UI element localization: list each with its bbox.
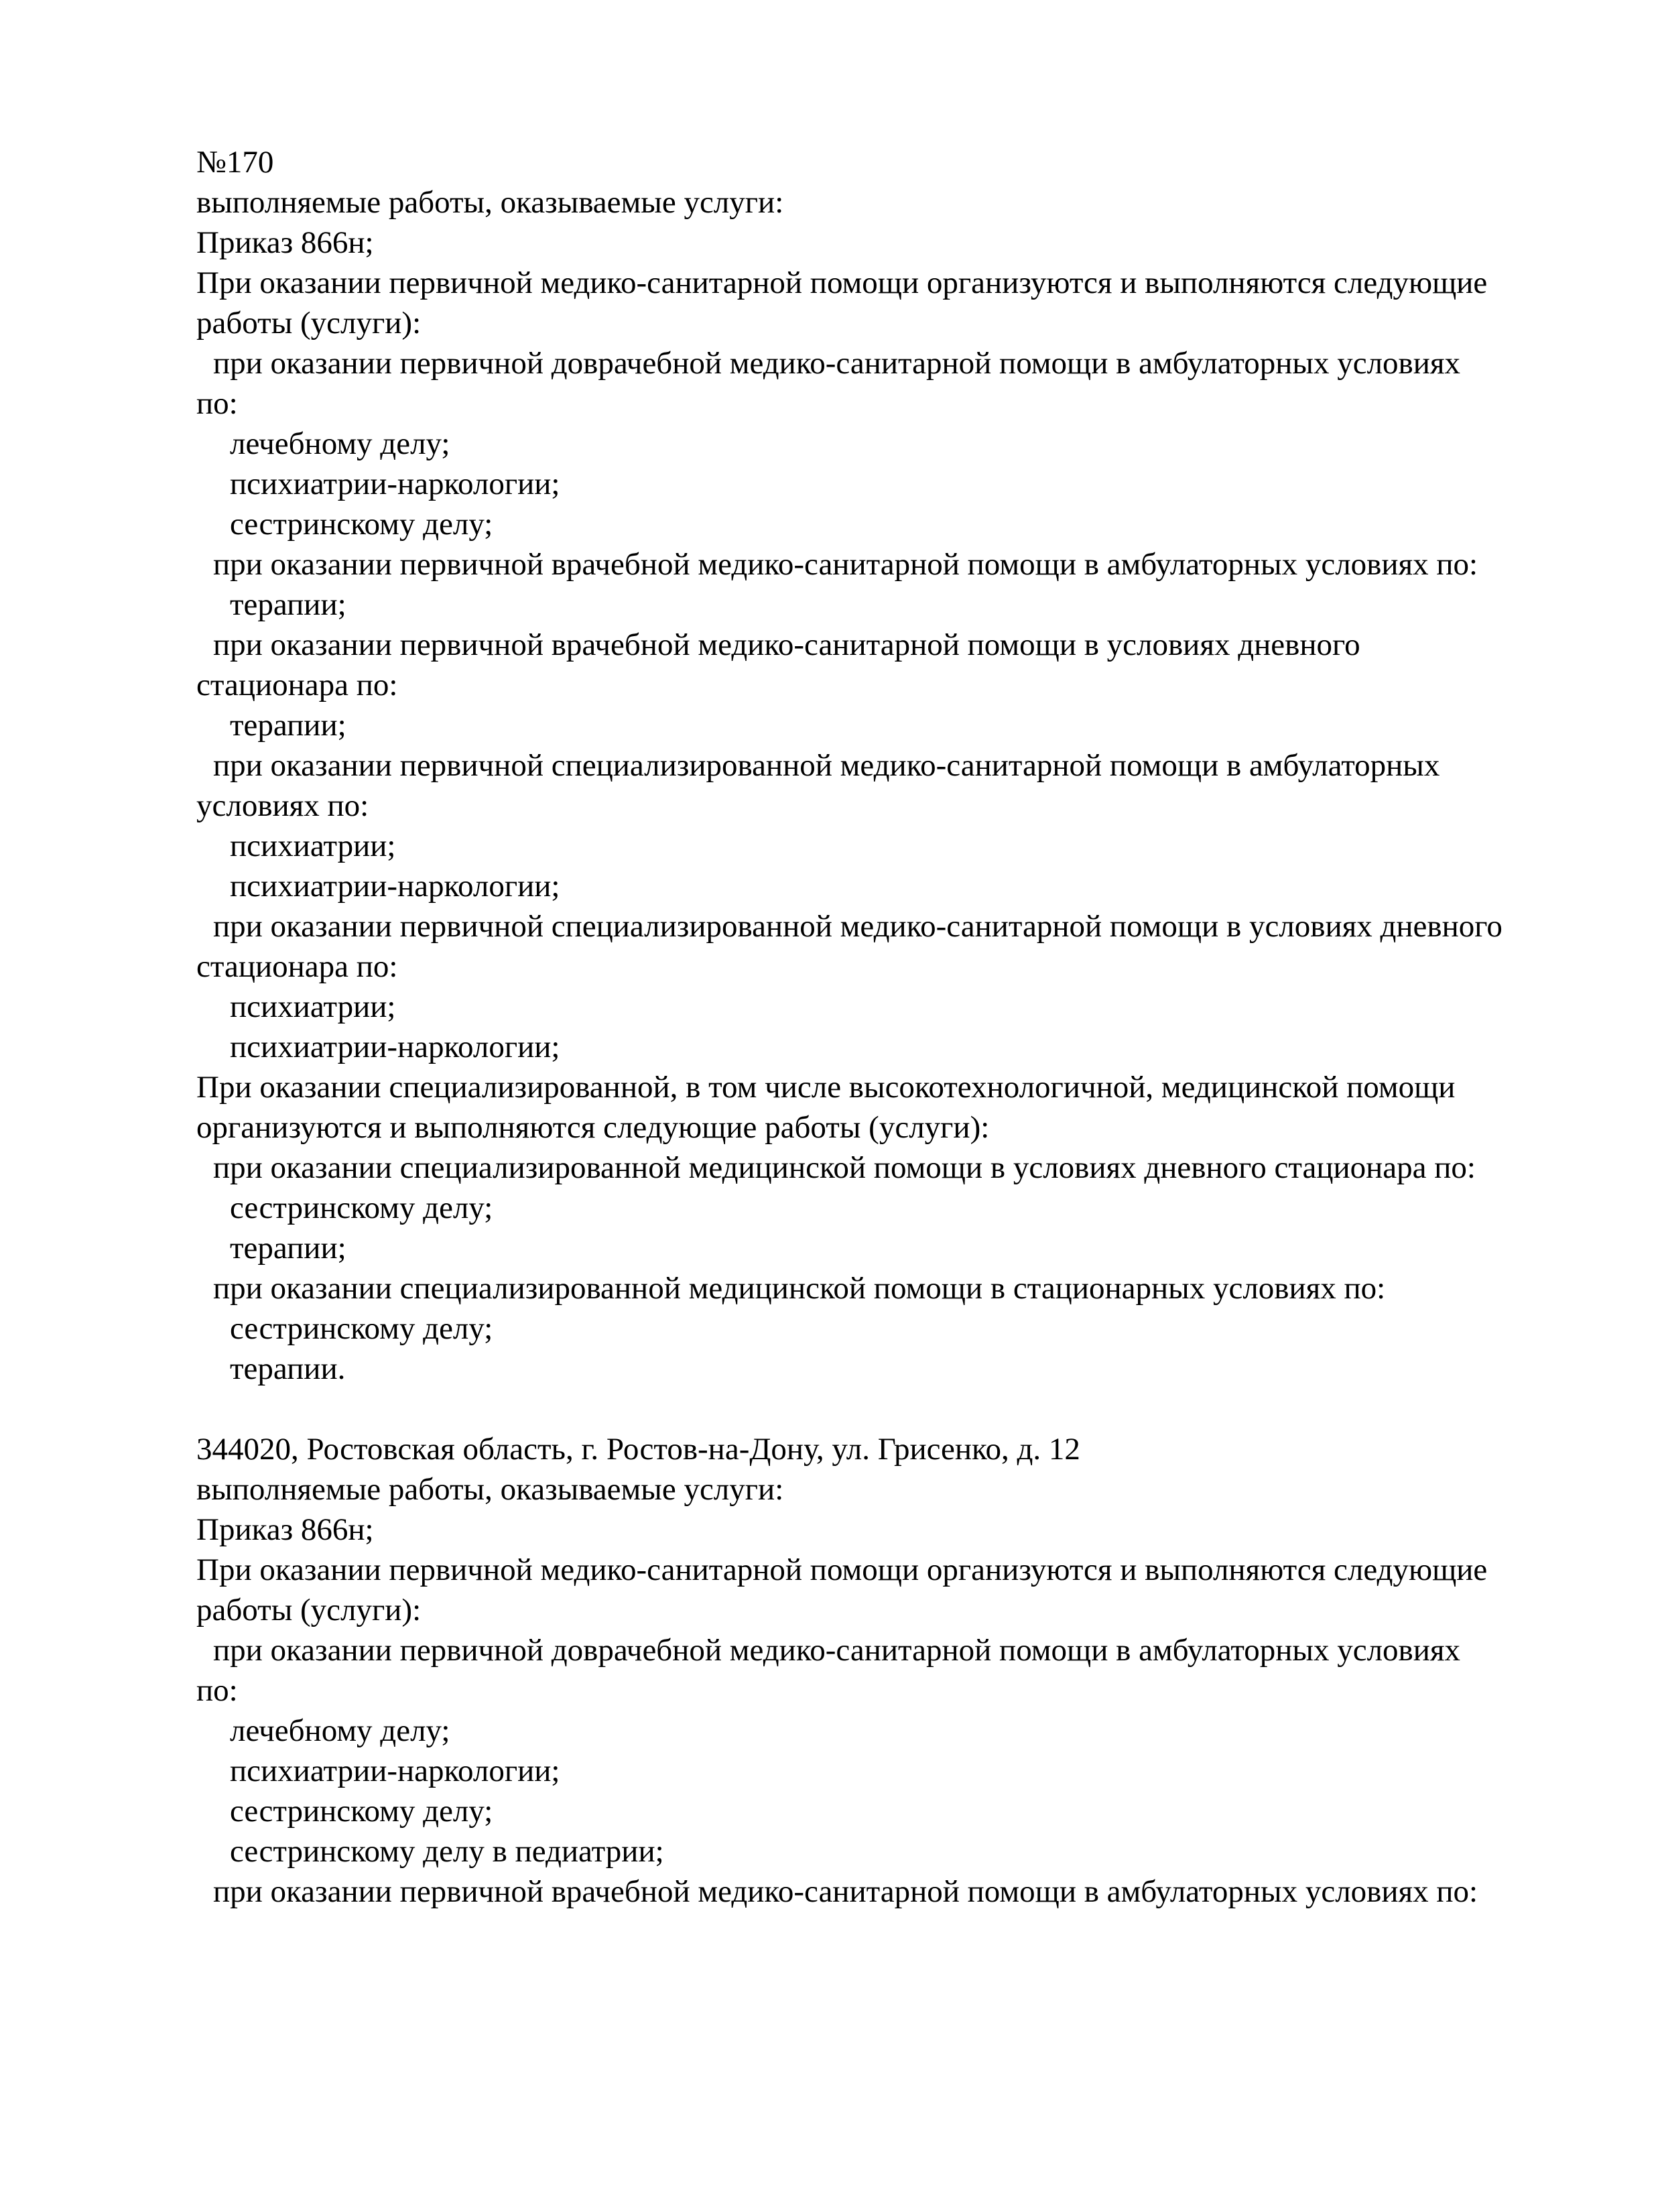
document-line: по: bbox=[196, 386, 238, 421]
document-line: сестринскому делу; bbox=[230, 1190, 493, 1225]
document-line: при оказании первичной врачебной медико-санитарной помощи в амбулаторных условиях по: bbox=[213, 1874, 1478, 1909]
document-line: При оказании специализированной, в том числе высокотехнологичной, медицинской помощи bbox=[196, 1070, 1456, 1105]
document-line: Приказ 866н; bbox=[196, 1512, 374, 1547]
document-line: условиях по: bbox=[196, 788, 369, 823]
document-line: при оказании специализированной медицинской помощи в стационарных условиях по: bbox=[213, 1271, 1386, 1306]
document-line: по: bbox=[196, 1673, 238, 1708]
document-line: при оказании первичной специализированной медико-санитарной помощи в условиях дневного bbox=[213, 909, 1503, 944]
document-line: при оказании первичной специализированной медико-санитарной помощи в амбулаторных bbox=[213, 748, 1440, 783]
document-line: терапии; bbox=[230, 587, 346, 622]
document-line: психиатрии-наркологии; bbox=[230, 869, 560, 904]
document-line: психиатрии-наркологии; bbox=[230, 467, 560, 501]
document-line: психиатрии-наркологии; bbox=[230, 1754, 560, 1788]
document-line: стационара по: bbox=[196, 668, 398, 702]
document-line: терапии; bbox=[230, 708, 346, 743]
document-line: психиатрии-наркологии; bbox=[230, 1030, 560, 1064]
document-line: 344020, Ростовская область, г. Ростов-на-Дону, ул. Грисенко, д. 12 bbox=[196, 1432, 1080, 1467]
document-line: при оказании специализированной медицинской помощи в условиях дневного стационара по: bbox=[213, 1150, 1476, 1185]
document-line: №170 bbox=[196, 145, 274, 180]
document-line: сестринскому делу в педиатрии; bbox=[230, 1834, 664, 1869]
license-document-page bbox=[196, 142, 1604, 1912]
document-line: при оказании первичной доврачебной медико-санитарной помощи в амбулаторных условиях bbox=[213, 1633, 1461, 1668]
document-line: терапии; bbox=[230, 1231, 346, 1266]
block-gap bbox=[196, 1389, 1604, 1429]
document-line: работы (услуги): bbox=[196, 306, 422, 341]
document-line: сестринскому делу; bbox=[230, 1311, 493, 1346]
document-line: Приказ 866н; bbox=[196, 225, 374, 260]
document-line: стационара по: bbox=[196, 949, 398, 984]
document-line: при оказании первичной доврачебной медико-санитарной помощи в амбулаторных условиях bbox=[213, 346, 1461, 381]
document-line: психиатрии; bbox=[230, 828, 396, 863]
document-line: работы (услуги): bbox=[196, 1593, 422, 1627]
document-line: сестринскому делу; bbox=[230, 1794, 493, 1829]
document-line: При оказании первичной медико-санитарной помощи организуются и выполняются следующие bbox=[196, 265, 1488, 300]
document-line: терапии. bbox=[230, 1351, 346, 1386]
document-line: психиатрии; bbox=[230, 989, 396, 1024]
document-line: при оказании первичной врачебной медико-санитарной помощи в условиях дневного bbox=[213, 627, 1360, 662]
document-line: при оказании первичной врачебной медико-санитарной помощи в амбулаторных условиях по: bbox=[213, 547, 1478, 582]
document-line: При оказании первичной медико-санитарной помощи организуются и выполняются следующие bbox=[196, 1552, 1488, 1587]
document-line: выполняемые работы, оказываемые услуги: bbox=[196, 1472, 784, 1507]
address-works-section bbox=[196, 1429, 1604, 1912]
document-line: организуются и выполняются следующие работы (услуги): bbox=[196, 1110, 990, 1145]
document-line: лечебному делу; bbox=[230, 426, 450, 461]
document-line: лечебному делу; bbox=[230, 1713, 450, 1748]
document-line: выполняемые работы, оказываемые услуги: bbox=[196, 185, 784, 220]
license-works-section bbox=[196, 142, 1604, 1389]
document-line: сестринскому делу; bbox=[230, 507, 493, 542]
